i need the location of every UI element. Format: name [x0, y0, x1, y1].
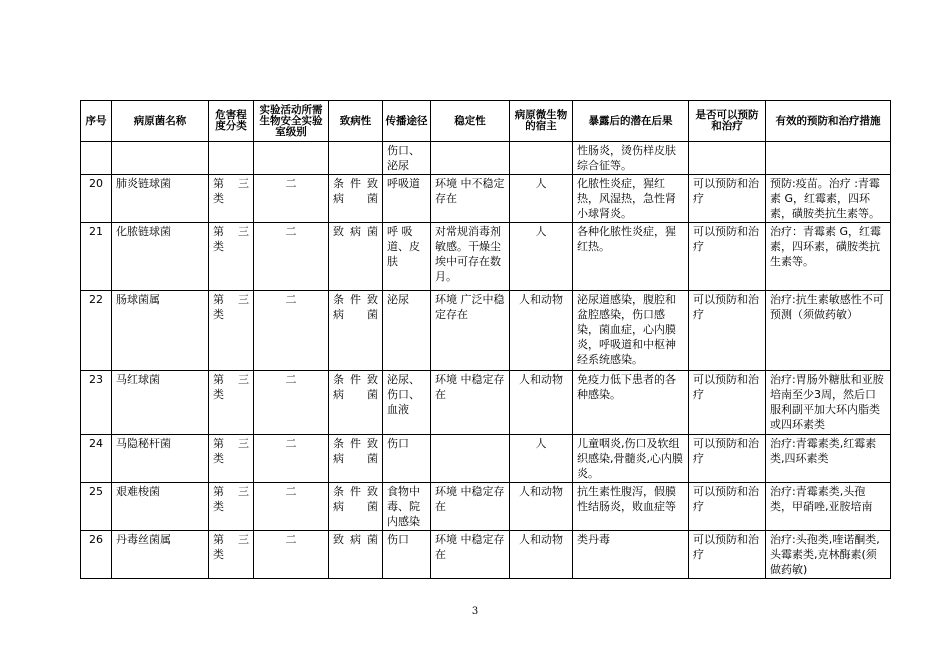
host-cell: 人和动物	[510, 531, 573, 579]
measures-cell: 治疗:胃肠外糖肽和亚胺培南至少3周，然后口服利副平加大环内脂类或四环素类	[766, 371, 891, 435]
hazard-class-cell: 第 三 类	[209, 371, 254, 435]
pathogen-name-cell: 艰难梭菌	[112, 483, 209, 531]
transmission-route-cell: 泌尿	[383, 291, 431, 371]
measures-cell: 治疗:头孢类,喹诺酮类,头霉素类,克林酶素(须做药敏)	[766, 531, 891, 579]
host-cell: 人	[510, 175, 573, 223]
consequence-cell: 免疫力低下患者的各种感染。	[573, 371, 689, 435]
header-cell-measures: 有效的预防和治疗措施	[766, 101, 891, 142]
preventable-cell: 可以预防和治疗	[689, 223, 766, 291]
table-cell	[81, 142, 112, 175]
route-cell: 伤口、泌尿	[383, 142, 431, 175]
table-cell	[510, 142, 573, 175]
pathogen-name-cell: 马红球菌	[112, 371, 209, 435]
header-cell-preventable: 是否可以预防和治疗	[689, 101, 766, 142]
row-number-cell: 24	[81, 435, 112, 483]
lab-level-cell: 二	[254, 223, 329, 291]
header-row	[81, 101, 891, 142]
pathogen-name-cell: 马隐秘杆菌	[112, 435, 209, 483]
transmission-route-cell: 泌尿、伤口、血液	[383, 371, 431, 435]
host-cell: 人	[510, 223, 573, 291]
stability-cell: 环境 中稳定存在	[431, 531, 510, 579]
consequence-cell: 抗生素性腹泻，假膜性结肠炎，败血症等	[573, 483, 689, 531]
host-cell: 人	[510, 435, 573, 483]
header-cell-route: 传播途径	[383, 101, 431, 142]
table-row	[81, 435, 891, 483]
row-number-cell: 26	[81, 531, 112, 579]
transmission-route-cell: 伤口	[383, 435, 431, 483]
hazard-class-cell: 第 三 类	[209, 291, 254, 371]
lab-level-cell: 二	[254, 175, 329, 223]
consequence-cell: 化脓性炎症，猩红热，风湿热，急性肾小球肾炎。	[573, 175, 689, 223]
measures-cell: 治疗:青霉素类,红霉素类,四环素类	[766, 435, 891, 483]
hazard-class-cell: 第 三 类	[209, 175, 254, 223]
table-cell	[112, 142, 209, 175]
hazard-class-cell: 第 三 类	[209, 435, 254, 483]
stability-cell	[431, 435, 510, 483]
header-cell-host: 病原微生物的宿主	[510, 101, 573, 142]
measures-cell: 治疗:抗生素敏感性不可预测（须做药敏）	[766, 291, 891, 371]
transmission-route-cell: 呼 吸道、皮肤	[383, 223, 431, 291]
pathogenicity-cell: 致病菌	[329, 223, 383, 291]
pathogenicity-cell: 条 件 致病菌	[329, 483, 383, 531]
table-row	[81, 531, 891, 579]
row-number-cell: 20	[81, 175, 112, 223]
pathogenicity-cell: 条 件 致病菌	[329, 371, 383, 435]
pathogenicity-cell: 致病菌	[329, 531, 383, 579]
pathogenicity-cell: 条 件 致病菌	[329, 291, 383, 371]
header-cell-lab: 实验活动所需生物安全实验室级别	[254, 101, 329, 142]
measures-cell: 预防:疫苗。治疗 :青霉素 G，红霉素，四环素，磺胺类抗生素等。	[766, 175, 891, 223]
header-cell-name: 病原菌名称	[112, 101, 209, 142]
pathogen-name-cell: 肺炎链球菌	[112, 175, 209, 223]
preventable-cell: 可以预防和治疗	[689, 371, 766, 435]
consequence-cell: 性肠炎，烫伤样皮肤综合征等。	[573, 142, 689, 175]
measures-cell: 治疗：青霉素 G，红霉素，四环素，磺胺类抗生素等。	[766, 223, 891, 291]
measures-cell: 治疗:青霉素类,头孢类，甲硝唑,亚胺培南	[766, 483, 891, 531]
table-row	[81, 291, 891, 371]
lab-level-cell: 二	[254, 291, 329, 371]
stability-cell: 环境 中稳定存在	[431, 483, 510, 531]
consequence-cell: 泌尿道感染，腹腔和盆腔感染，伤口感染，菌血症，心内膜炎，呼吸道和中枢神经系统感染。	[573, 291, 689, 371]
hazard-class-cell: 第 三 类	[209, 483, 254, 531]
row-number-cell: 25	[81, 483, 112, 531]
pathogenicity-cell: 条 件 致病菌	[329, 175, 383, 223]
header-cell-pathogenicity: 致病性	[329, 101, 383, 142]
transmission-route-cell: 食物中毒、院内感染	[383, 483, 431, 531]
stability-cell: 对常规消毒剂敏感。干燥尘埃中可存在数月。	[431, 223, 510, 291]
header-cell-stability: 稳定性	[431, 101, 510, 142]
pathogen-name-cell: 肠球菌属	[112, 291, 209, 371]
preventable-cell: 可以预防和治疗	[689, 175, 766, 223]
table-row	[81, 175, 891, 223]
stability-cell: 环境 中不稳定存在	[431, 175, 510, 223]
preventable-cell: 可以预防和治疗	[689, 531, 766, 579]
consequence-cell: 儿童咽炎,伤口及软组织感染,骨髓炎,心内膜炎。	[573, 435, 689, 483]
transmission-route-cell: 伤口	[383, 531, 431, 579]
host-cell: 人和动物	[510, 371, 573, 435]
lab-level-cell: 二	[254, 531, 329, 579]
hazard-class-cell: 第 三 类	[209, 531, 254, 579]
table-cell	[209, 142, 254, 175]
stability-cell: 环境 中稳定存在	[431, 371, 510, 435]
preventable-cell: 可以预防和治疗	[689, 435, 766, 483]
lab-level-cell: 二	[254, 371, 329, 435]
lab-level-cell: 二	[254, 435, 329, 483]
row-number-cell: 21	[81, 223, 112, 291]
preventable-cell: 可以预防和治疗	[689, 291, 766, 371]
page-number: 3	[471, 606, 479, 617]
table-cell	[689, 142, 766, 175]
stability-cell: 环境 广泛中稳定存在	[431, 291, 510, 371]
row-number-cell: 23	[81, 371, 112, 435]
transmission-route-cell: 呼吸道	[383, 175, 431, 223]
pathogen-name-cell: 丹毒丝菌属	[112, 531, 209, 579]
host-cell: 人和动物	[510, 291, 573, 371]
table-cell	[254, 142, 329, 175]
continuation-row	[81, 142, 891, 175]
table-cell	[766, 142, 891, 175]
table-row	[81, 371, 891, 435]
table-cell	[329, 142, 383, 175]
table-cell	[431, 142, 510, 175]
header-cell-no: 序号	[81, 101, 112, 142]
header-cell-hazard: 危害程度分类	[209, 101, 254, 142]
consequence-cell: 各种化脓性炎症，猩红热。	[573, 223, 689, 291]
lab-level-cell: 二	[254, 483, 329, 531]
pathogen-name-cell: 化脓链球菌	[112, 223, 209, 291]
table-row	[81, 223, 891, 291]
hazard-class-cell: 第 三 类	[209, 223, 254, 291]
pathogen-table	[80, 100, 891, 579]
host-cell: 人和动物	[510, 483, 573, 531]
table-row	[81, 483, 891, 531]
pathogenicity-cell: 条 件 致病菌	[329, 435, 383, 483]
row-number-cell: 22	[81, 291, 112, 371]
header-cell-consequence: 暴露后的潜在后果	[573, 101, 689, 142]
consequence-cell: 类丹毒	[573, 531, 689, 579]
preventable-cell: 可以预防和治疗	[689, 483, 766, 531]
